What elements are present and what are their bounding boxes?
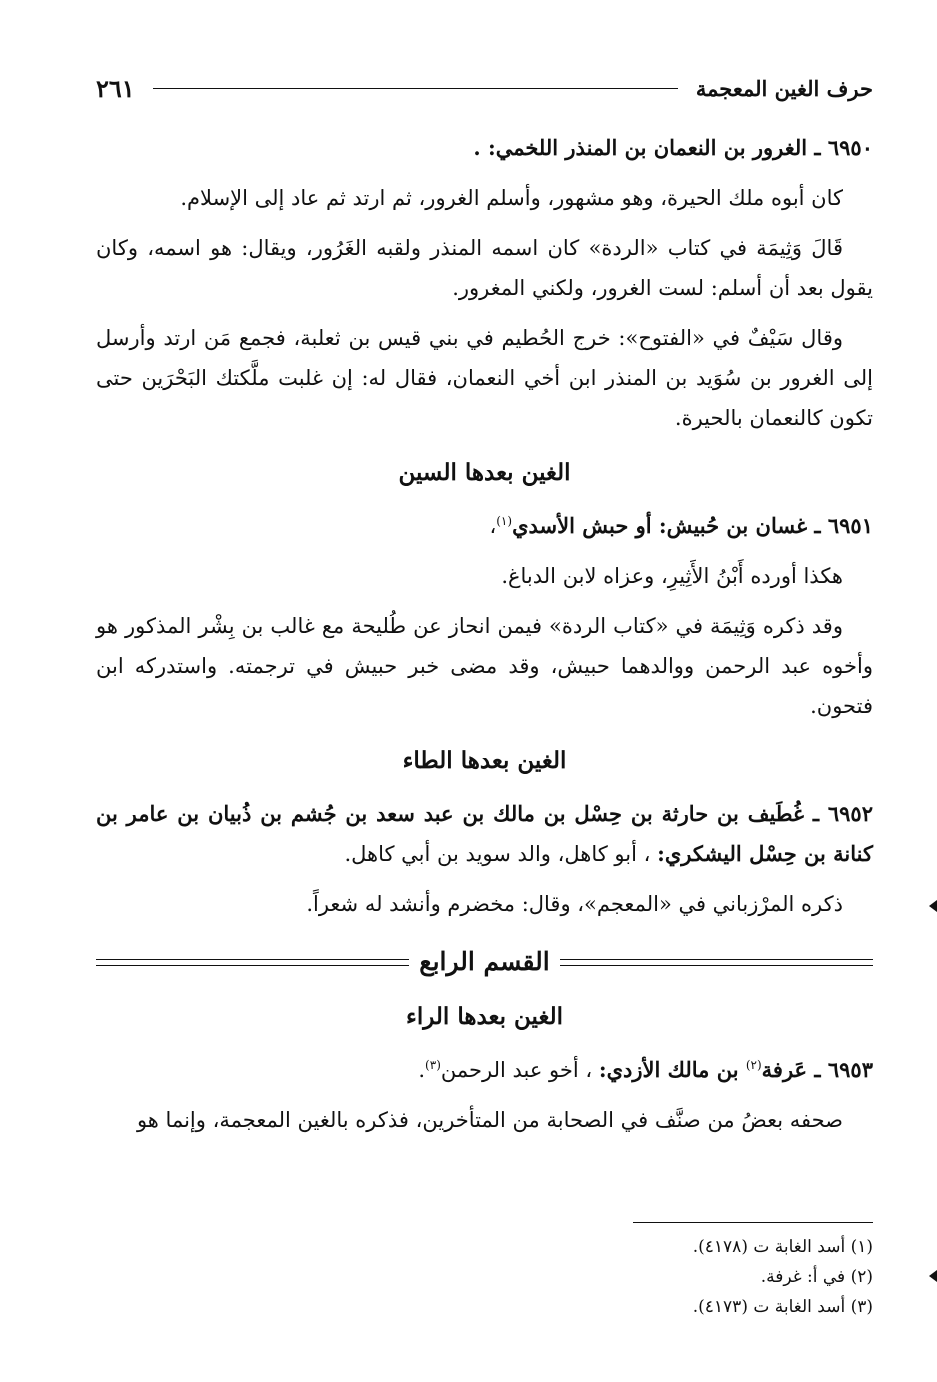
entry-6950-paragraph-2: قَالَ وَثِيمَة في كتاب «الردة» كان اسمه المنذر ولقبه الغَرُور، ويقال: هو اسمه، وكان يقول بعد أن أسلم: لست الغرور، ولكني المغرور.: [96, 236, 873, 300]
header-rule: [153, 88, 678, 89]
scan-edge-mark-top: [929, 900, 937, 912]
page-number: ٢٦١: [96, 73, 135, 103]
entry-6953-head: ٦٩٥٣ ـ عَرفة$^{(٢)}$ بن مالك الأزدي: ، أخو عبد الرحمن$^{(٣)}$.: [418, 1057, 873, 1082]
footnote-ref-2[interactable]: (٢): [745, 1058, 762, 1072]
entry-6951-paragraph-1: هكذا أورده أَبْنُ الأَثِيرِ، وعزاه لابن الدباغ.: [501, 564, 843, 588]
footnote-rule: [633, 1222, 873, 1223]
page-header: [96, 68, 873, 108]
section-heading-ta: الغين بعدها الطاء: [402, 747, 567, 774]
part-title: القسم الرابع: [419, 947, 550, 976]
footnote-2: (٢) في أ: غرفة.: [760, 1267, 873, 1287]
scan-edge-mark-bottom: [929, 1270, 937, 1282]
entry-6951-head: ٦٩٥١ ـ غسان بن حُبيش: أو حبش الأسدي$^{(١)}$،: [489, 513, 873, 538]
section-heading-ra: الغين بعدها الراء: [406, 1003, 563, 1030]
entry-6952-head: ٦٩٥٢ ـ غُطَيف بن حارثة بن حِسْل بن مالك بن عبد سعد بن جُشم بن ذُبيان بن عامر بن كنانة بن حِسْل اليشكري: ، أبو كاهل، والد سويد بن أبي كاهل.: [96, 801, 873, 866]
part-divider: [96, 942, 873, 982]
entry-6953-paragraph-1: صحفه بعضُ من صنَّف في الصحابة من المتأخرين، فذكره بالغين المعجمة، وإنما هو: [136, 1108, 843, 1132]
page-body: [96, 128, 873, 1150]
part-divider-line-right: [560, 959, 873, 966]
part-divider-line-left: [96, 959, 409, 966]
section-heading-sin: الغين بعدها السين: [398, 459, 571, 486]
footnote-1: (١) أسد الغابة ت (٤١٧٨).: [692, 1237, 873, 1257]
entry-6951-paragraph-2: وقد ذكره وَثِيمَة في «كتاب الردة» فيمن انحاز عن طُليحة مع غالب بن بِشْر المذكور هو وأخوه عبد الرحمن ووالدهما حبيش، وقد مضى خبر حبيش في ترجمته. واستدركه ابن فتحون.: [96, 614, 873, 718]
footnote-3: (٣) أسد الغابة ت (٤١٧٣).: [692, 1297, 873, 1317]
entry-6950-paragraph-1: كان أبوه ملك الحيرة، وهو مشهور، وأسلم الغرور، ثم ارتد ثم عاد إلى الإسلام.: [180, 186, 843, 210]
footnote-ref-1[interactable]: (١): [496, 514, 513, 528]
entry-6950-head: ٦٩٥٠ ـ الغرور بن النعمان بن المنذر اللخمي: .: [473, 135, 873, 160]
footnote-ref-3[interactable]: (٣): [425, 1058, 441, 1072]
footnotes: [96, 1232, 873, 1322]
running-title: حرف الغين المعجمة: [695, 75, 873, 101]
entry-6950-paragraph-3: وقال سَيْفٌ في «الفتوح»: خرج الحُطيم في بني قيس بن ثعلبة، فجمع مَن ارتد وأرسل إلى الغرور بن سُوَيد بن المنذر ابن أخي النعمان، فقال له: إن غلبت ملَّكتك البَحْرَين حتى تكون كالنعمان بالحيرة.: [96, 326, 873, 430]
entry-6952-paragraph-1: ذكره المرْزباني في «المعجم»، وقال: مخضرم وأنشد له شعراً.: [306, 892, 843, 916]
